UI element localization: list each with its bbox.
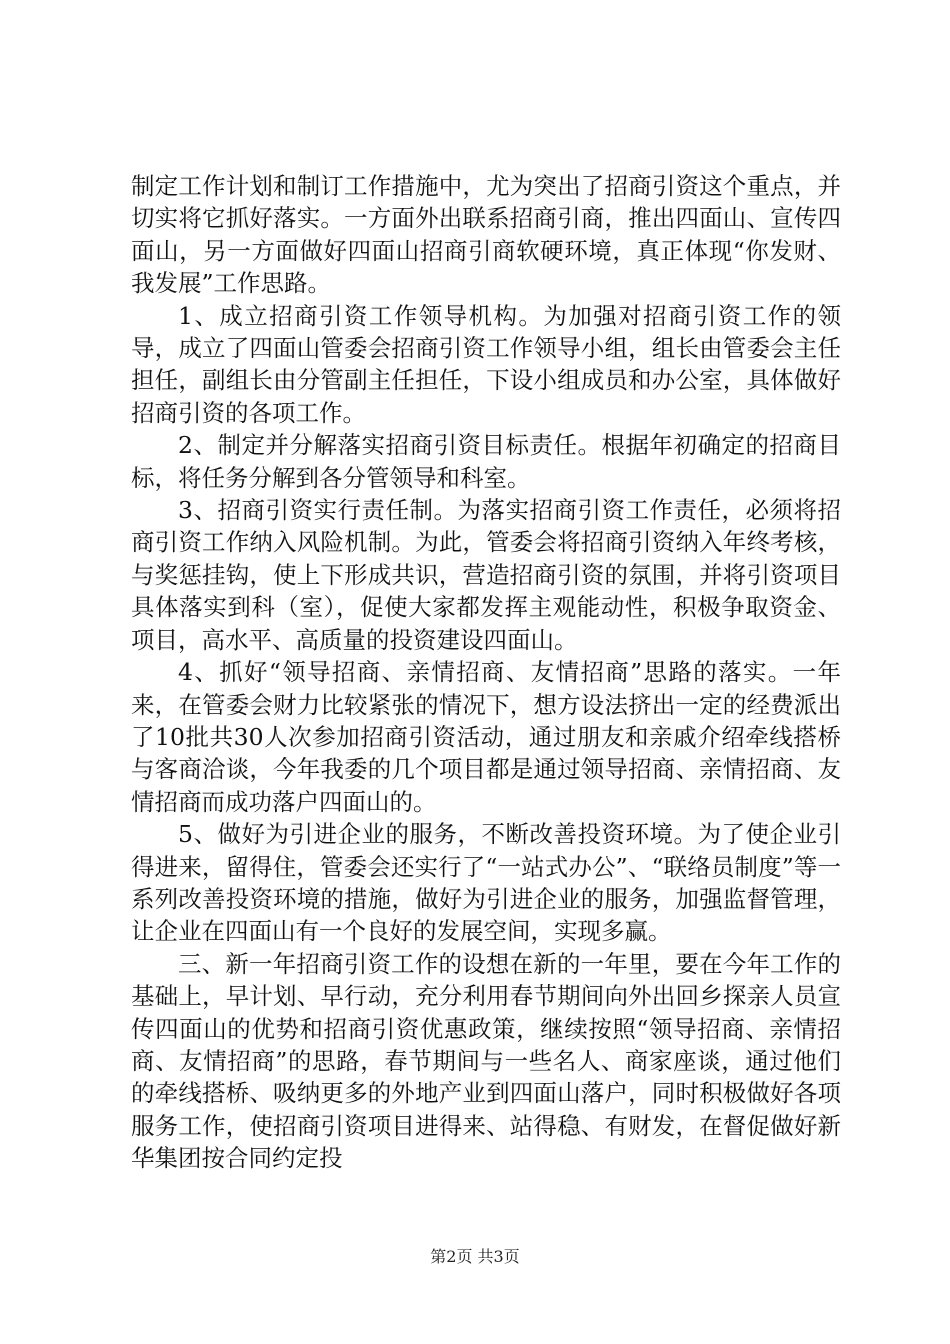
paragraph-continuation: 制定工作计划和制订工作措施中，尤为突出了招商引资这个重点，并切实将它抓好落实。一方面外出联系招商引商，推出四面山、宣传四面山，另一方面做好四面山招商引商软硬环境，真正体现“你发财、我发展”工作思路。	[131, 172, 841, 298]
body-text	[131, 170, 841, 1175]
paragraph-item-3: 3、招商引资实行责任制。为落实招商引资工作责任，必须将招商引资工作纳入风险机制。为此，管委会将招商引资纳入年终考核，与奖惩挂钩，使上下形成共识，营造招商引资的氛围，并将引资项目具体落实到科（室），促使大家都发挥主观能动性，积极争取资金、项目，高水平、高质量的投资建设四面山。	[131, 496, 841, 654]
paragraph-item-2: 2、制定并分解落实招商引资目标责任。根据年初确定的招商目标，将任务分解到各分管领导和科室。	[131, 431, 841, 492]
paragraph-section-3: 三、新一年招商引资工作的设想在新的一年里，要在今年工作的基础上，早计划、早行动，充分利用春节期间向外出回乡探亲人员宣传四面山的优势和招商引资优惠政策，继续按照“领导招商、亲情招商、友情招商”的思路，春节期间与一些名人、商家座谈，通过他们的牵线搭桥、吸纳更多的外地产业到四面山落户，同时积极做好各项服务工作，使招商引资项目进得来、站得稳、有财发，在督促做好新华集团按合同约定投	[131, 949, 841, 1173]
paragraph-item-5: 5、做好为引进企业的服务，不断改善投资环境。为了使企业引得进来，留得住，管委会还实行了“一站式办公”、“联络员制度”等一系列改善投资环境的措施，做好为引进企业的服务，加强监督管理，让企业在四面山有一个良好的发展空间，实现多赢。	[131, 820, 841, 946]
page-footer: 第2页 共3页	[430, 1247, 520, 1266]
paragraph-item-1: 1、成立招商引资工作领导机构。为加强对招商引资工作的领导，成立了四面山管委会招商引资工作领导小组，组长由管委会主任担任，副组长由分管副主任担任，下设小组成员和办公室，具体做好招商引资的各项工作。	[131, 301, 841, 427]
paragraph-item-4: 4、抓好“领导招商、亲情招商、友情招商”思路的落实。一年来，在管委会财力比较紧张的情况下，想方设法挤出一定的经费派出了10批共30人次参加招商引资活动，通过朋友和亲戚介绍牵线搭桥与客商洽谈，今年我委的几个项目都是通过领导招商、亲情招商、友情招商而成功落户四面山的。	[131, 658, 841, 816]
